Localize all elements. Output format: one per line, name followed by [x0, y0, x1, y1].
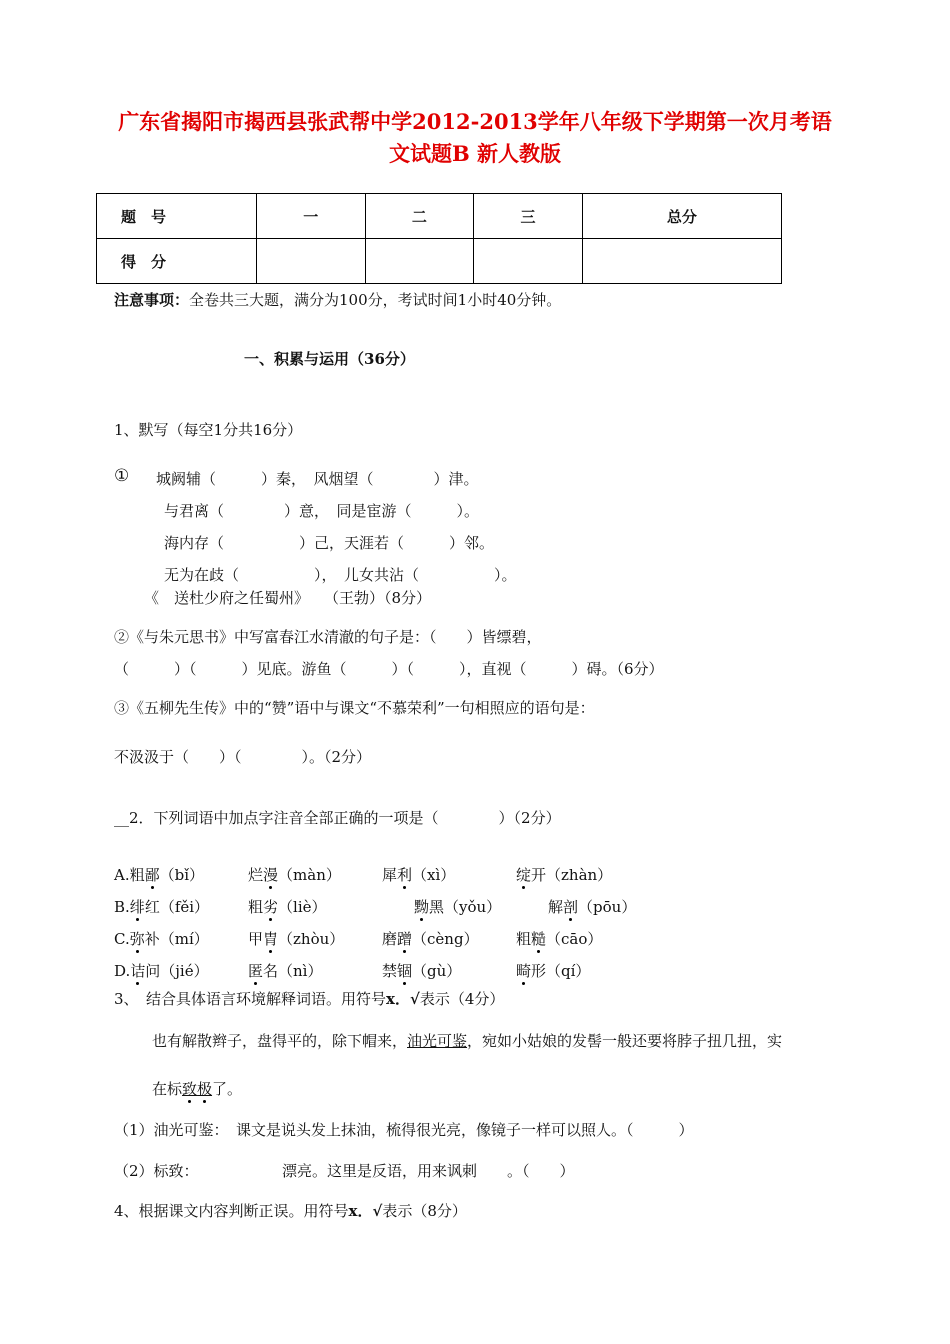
q3-item1: （1）油光可鉴： 课文是说头发上抹油，梳得很光亮，像镜子一样可以照人。（ ） — [114, 1121, 694, 1139]
q3-passage-line2: 在标致极了。 — [152, 1080, 243, 1098]
score-table-header-row — [97, 194, 782, 239]
q1-part2-line1: ②《与朱元思书》中写富春江水清澈的句子是：（ ）皆缥碧， — [114, 628, 542, 646]
q3-passage-line1: 也有解散辫子，盘得平的，除下帽来，油光可鉴，宛如小姑娘的发髻一般还要将脖子扭几扭，实 — [152, 1032, 783, 1050]
q2-option-d-4: 畸形（qí） — [516, 962, 591, 980]
q1-part3-line1: ③《五柳先生传》中的“赞”语中与课文“不慕荣利”一句相照应的语句是： — [114, 699, 595, 717]
q3-title: 3、 结合具体语言环境解释词语。用符号x．√表示（4分） — [114, 990, 505, 1008]
q2-option-c: C.弥补（mí） — [114, 930, 209, 948]
score-row-label: 得 分 — [97, 239, 257, 284]
q2-option-c-2: 甲胄（zhòu） — [248, 930, 345, 948]
doc-title-line1: 广东省揭阳市揭西县张武帮中学2012-2013学年八年级下学期第一次月考语 — [118, 109, 832, 134]
q2-option-d-2: 匿名（nì） — [248, 962, 323, 980]
q1-part2-line2: （ ）（ ）见底。游鱼（ ）（ ），直视（ ）碍。（6分） — [114, 660, 664, 678]
score-header-part1: 一 — [257, 194, 366, 239]
q2-option-b-3: 黝黑（yǒu） — [414, 898, 502, 916]
q2-title: __2．下列词语中加点字注音全部正确的一项是（ ）（2分） — [114, 809, 561, 827]
notice-text: 全卷共三大题，满分为100分，考试时间1小时40分钟。 — [189, 291, 562, 309]
q3-item2-text: 漂亮。这里是反语，用来讽刺 。（ ） — [282, 1162, 575, 1180]
score-header-total: 总分 — [582, 194, 781, 239]
score-table-score-row — [97, 239, 782, 284]
q2-option-a-3: 犀利（xì） — [382, 866, 456, 884]
score-header-part2: 二 — [365, 194, 474, 239]
q2-option-a-4: 绽开（zhàn） — [516, 866, 613, 884]
q2-option-b: B.绯红（fěi） — [114, 898, 210, 916]
q2-option-a: A.粗鄙（bǐ） — [114, 866, 205, 884]
q2-option-a-2: 烂漫（màn） — [248, 866, 341, 884]
q1-poem-line2: 与君离（ ）意， 同是宦游（ ）。 — [164, 502, 480, 520]
q1-poem-source: 《 送杜少府之任蜀州》 （王勃）（8分） — [144, 589, 432, 607]
doc-title-line2: 文试题B 新人教版 — [388, 141, 562, 166]
notice — [114, 289, 561, 310]
q3-item2-label: （2）标致： — [114, 1162, 199, 1180]
notice-label: 注意事项： — [114, 291, 190, 309]
q2-option-d-3: 禁锢（gù） — [382, 962, 462, 980]
q1-part3-line2: 不汲汲于（ ）（ ）。（2分） — [114, 748, 372, 766]
q2-option-d: D.诘问（jié） — [114, 962, 209, 980]
score-table — [96, 193, 782, 284]
q2-option-b-4: 解剖（pōu） — [548, 898, 637, 916]
score-cell-total — [582, 239, 781, 284]
score-cell-part1 — [257, 239, 366, 284]
section1-heading: 一、积累与运用（36分） — [244, 350, 415, 368]
score-cell-part3 — [474, 239, 583, 284]
q1-poem-line3: 海内存（ ）己，天涯若（ ）邻。 — [164, 534, 495, 552]
q4-title: 4、根据课文内容判断正误。用符号x．√表示（8分） — [114, 1202, 467, 1220]
q2-option-c-3: 磨蹭（cèng） — [382, 930, 479, 948]
q2-option-b-2: 粗劣（liè） — [248, 898, 327, 916]
q1-marker1: ① — [114, 466, 130, 486]
q2-option-c-4: 粗糙（cāo） — [516, 930, 603, 948]
q1-title: 1、默写（每空1分共16分） — [114, 421, 303, 439]
q1-poem-line1: 城阙辅（ ）秦， 风烟望（ ）津。 — [156, 470, 479, 488]
score-header-part3: 三 — [474, 194, 583, 239]
score-cell-part2 — [365, 239, 474, 284]
score-header-label: 题 号 — [97, 194, 257, 239]
q1-poem-line4: 无为在歧（ ）， 儿女共沾（ ）。 — [164, 566, 517, 584]
